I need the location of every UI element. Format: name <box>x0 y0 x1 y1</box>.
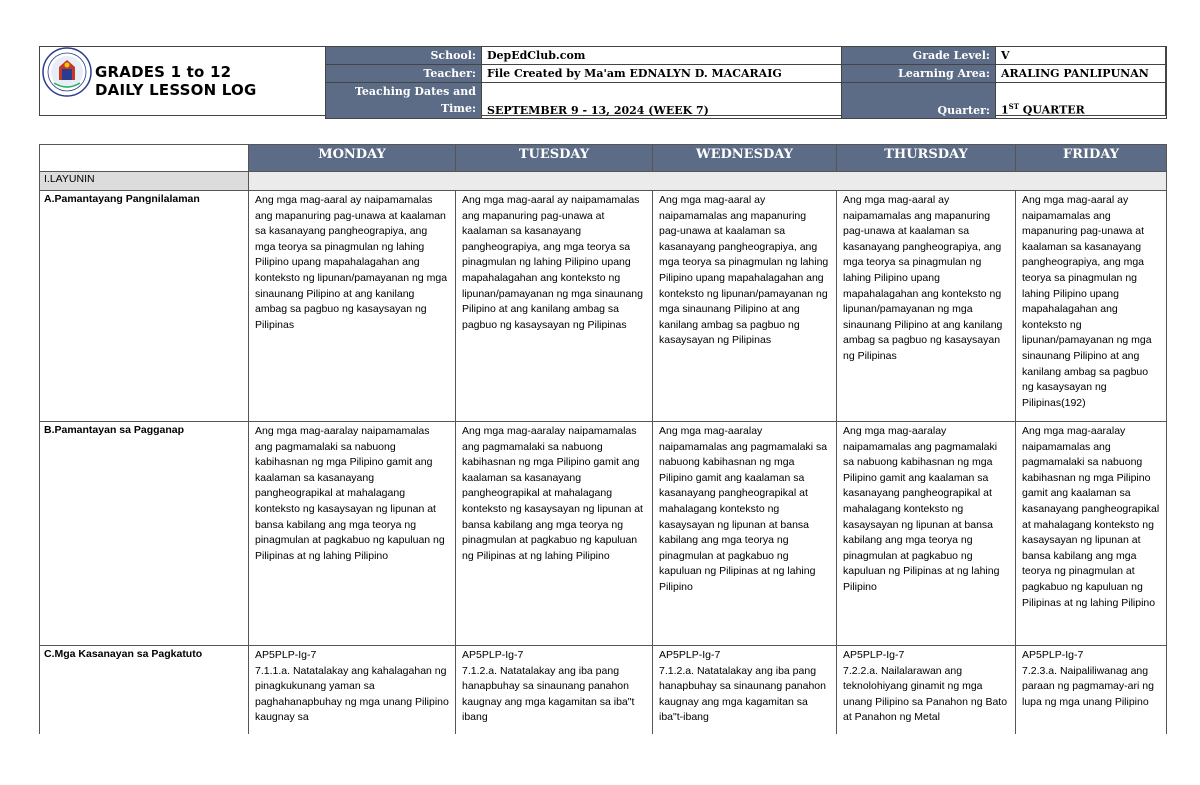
quarter-text: QUARTER <box>1018 104 1085 117</box>
table-row <box>40 422 1167 646</box>
corner-cell <box>40 145 249 172</box>
cell-friday: Ang mga mag-aaral ay naipamamalas ang mapanuring pag-unawa at kaalaman sa kasanayang pangheograpiya, ang mga teorya sa pinagmulan ng lahing Pilipino upang mapahalagahan ang konteksto ng lipunan/pamayanan ng mga sinaunang Pilipino at ang kanilang ambag sa pagbuo ng kasaysayan ng Pilipinas(192) <box>1016 191 1167 422</box>
lesson-log-table <box>39 144 1167 734</box>
school-label: School: <box>326 47 482 65</box>
title-line-2: DAILY LESSON LOG <box>95 81 257 99</box>
quarter-label: Quarter: <box>842 83 996 119</box>
cell-tuesday: Ang mga mag-aaral ay naipamamalas ang mapanuring pag-unawa at kaalaman sa kasanayang pangheograpiya, ang mga teorya sa pinagmulan ng lahing Pilipino upang mapahalagahan ang konteksto ng lipunan/pamayanan ng mga sinaunang Pilipino at ang kanilang ambag sa pagbuo ng kasaysayan ng Pilipinas <box>456 191 653 422</box>
cell-friday: Ang mga mag-aaralay naipamamalas ang pagmamalaki sa nabuong kabihasnan ng mga Pilipino gamit ang kaalaman sa kasanayang pangheograpikal at mahalagang konteksto ng kasaysayan ng lipunan at bansa kabilang ang mga teorya ng pinagmulan at pagkabuo ng kapuluan ng Pilipinas at ng lahing Pilipino <box>1016 422 1167 646</box>
cell-friday: AP5PLP-Ig-7 7.2.3.a. Naipaliliwanag ang paraan ng pagmamay-ari ng lupa ng mga unang Pilipino <box>1016 646 1167 735</box>
grade-level-label: Grade Level: <box>842 47 996 65</box>
lesson-log-body <box>39 144 1169 734</box>
row-label-pamantayang-pangnilalaman: A.Pamantayang Pangnilalaman <box>40 191 249 422</box>
learning-area-label: Learning Area: <box>842 65 996 83</box>
cell-wednesday: Ang mga mag-aaralay naipamamalas ang pagmamalaki sa nabuong kabihasnan ng mga Pilipino gamit ang kaalaman sa kasanayang pangheograpikal at mahalagang konteksto ng kasaysayan ng lipunan at bansa kabilang ang mga teorya ng pinagmulan at pagkabuo ng kapuluan ng Pilipinas at ng lahing Pilipino <box>653 422 837 646</box>
day-header-row <box>40 145 1167 172</box>
table-row <box>40 191 1167 422</box>
quarter-value <box>996 83 1167 119</box>
cell-thursday: Ang mga mag-aaral ay naipamamalas ang mapanuring pag-unawa at kaalaman sa kasanayang pangheograpiya, ang mga teorya sa pinagmulan ng lahing Pilipino upang mapahalagahan ang konteksto ng lipunan/pamayanan ng mga sinaunang Pilipino at ang kanilang ambag sa pagbuo ng kasaysayan ng Pilipinas <box>837 191 1016 422</box>
day-header-tuesday: TUESDAY <box>456 145 653 172</box>
cell-tuesday: AP5PLP-Ig-7 7.1.2.a. Natatalakay ang iba pang hanapbuhay sa sinaunang panahon kaugnay ang mga kagamitan sa iba"t ibang <box>456 646 653 735</box>
table-row <box>40 646 1167 735</box>
cell-tuesday: Ang mga mag-aaralay naipamamalas ang pagmamalaki sa nabuong kabihasnan ng mga Pilipino gamit ang kaalaman sa kasanayang pangheograpikal at mahalagang konteksto ng kasaysayan ng lipunan at bansa kabilang ang mga teorya ng pinagmulan at pagkabuo ng kapuluan ng Pilipinas at ng lahing Pilipino <box>456 422 653 646</box>
cell-thursday: AP5PLP-Ig-7 7.2.2.a. Nailalarawan ang teknolohiyang ginamit ng mga unang Pilipino sa Panahon ng Bato at Panahon ng Metal <box>837 646 1016 735</box>
header-info-table <box>325 46 1167 119</box>
section-blank <box>249 172 1167 191</box>
quarter-ordinal: ST <box>1008 102 1019 112</box>
row-label-pamantayan-sa-pagganap: B.Pamantayan sa Pagganap <box>40 422 249 646</box>
cell-monday: Ang mga mag-aaral ay naipamamalas ang mapanuring pag-unawa at kaalaman sa kasanayang pangheograpiya, ang mga teorya sa pinagmulan ng lahing Pilipino upang mapahalagahan ang konteksto ng lipunan/pamayanan ng mga sinaunang Pilipino at ang kanilang ambag sa pagbuo ng kasaysayan ng Pilipinas <box>249 191 456 422</box>
teaching-dates-value: SEPTEMBER 9 - 13, 2024 (WEEK 7) <box>482 83 842 119</box>
school-value: DepEdClub.com <box>482 47 842 65</box>
quarter-number: 1 <box>1001 104 1009 117</box>
document-title <box>95 63 257 99</box>
section-label-layunin: I.LAYUNIN <box>40 172 249 191</box>
cell-wednesday: Ang mga mag-aaral ay naipamamalas ang mapanuring pag-unawa at kaalaman sa kasanayang pangheograpiya, ang mga teorya sa pinagmulan ng lahing Pilipino upang mapahalagahan ang konteksto ng lipunan/pamayanan ng mga sinaunang Pilipino at ang kanilang ambag sa pagbuo ng kasaysayan ng Pilipinas <box>653 191 837 422</box>
teacher-label: Teacher: <box>326 65 482 83</box>
day-header-friday: FRIDAY <box>1016 145 1167 172</box>
row-label-mga-kasanayan-sa-pagkatuto: C.Mga Kasanayan sa Pagkatuto <box>40 646 249 735</box>
learning-area-value: ARALING PANLIPUNAN <box>996 65 1167 83</box>
deped-seal-logo <box>42 47 92 97</box>
cell-wednesday: AP5PLP-Ig-7 7.1.2.a. Natatalakay ang iba pang hanapbuhay sa sinaunang panahon kaugnay ang mga kagamitan sa iba"t-ibang <box>653 646 837 735</box>
cell-thursday: Ang mga mag-aaralay naipamamalas ang pagmamalaki sa nabuong kabihasnan ng mga Pilipino gamit ang kaalaman sa kasanayang pangheograpikal at mahalagang konteksto ng kasaysayan ng lipunan at bansa kabilang ang mga teorya ng pinagmulan at pagkabuo ng kapuluan ng Pilipinas at ng lahing Pilipino <box>837 422 1016 646</box>
day-header-monday: MONDAY <box>249 145 456 172</box>
teacher-value: File Created by Ma'am EDNALYN D. MACARAIG <box>482 65 842 83</box>
cell-monday: AP5PLP-Ig-7 7.1.1.a. Natatalakay ang kahalagahan ng pinagkukunang yaman sa paghahanapbuhay ng mga unang Pilipino kaugnay sa <box>249 646 456 735</box>
cell-monday: Ang mga mag-aaralay naipamamalas ang pagmamalaki sa nabuong kabihasnan ng mga Pilipino gamit ang kaalaman sa kasanayang pangheograpikal at mahalagang konteksto ng kasaysayan ng lipunan at bansa kabilang ang mga teorya ng pinagmulan at pagkabuo ng kapuluan ng Pilipinas at ng lahing Pilipino <box>249 422 456 646</box>
title-line-1: GRADES 1 to 12 <box>95 63 232 81</box>
day-header-wednesday: WEDNESDAY <box>653 145 837 172</box>
section-row-layunin <box>40 172 1167 191</box>
grade-level-value: V <box>996 47 1167 65</box>
teaching-dates-label: Teaching Dates and Time: <box>326 83 482 119</box>
day-header-thursday: THURSDAY <box>837 145 1016 172</box>
